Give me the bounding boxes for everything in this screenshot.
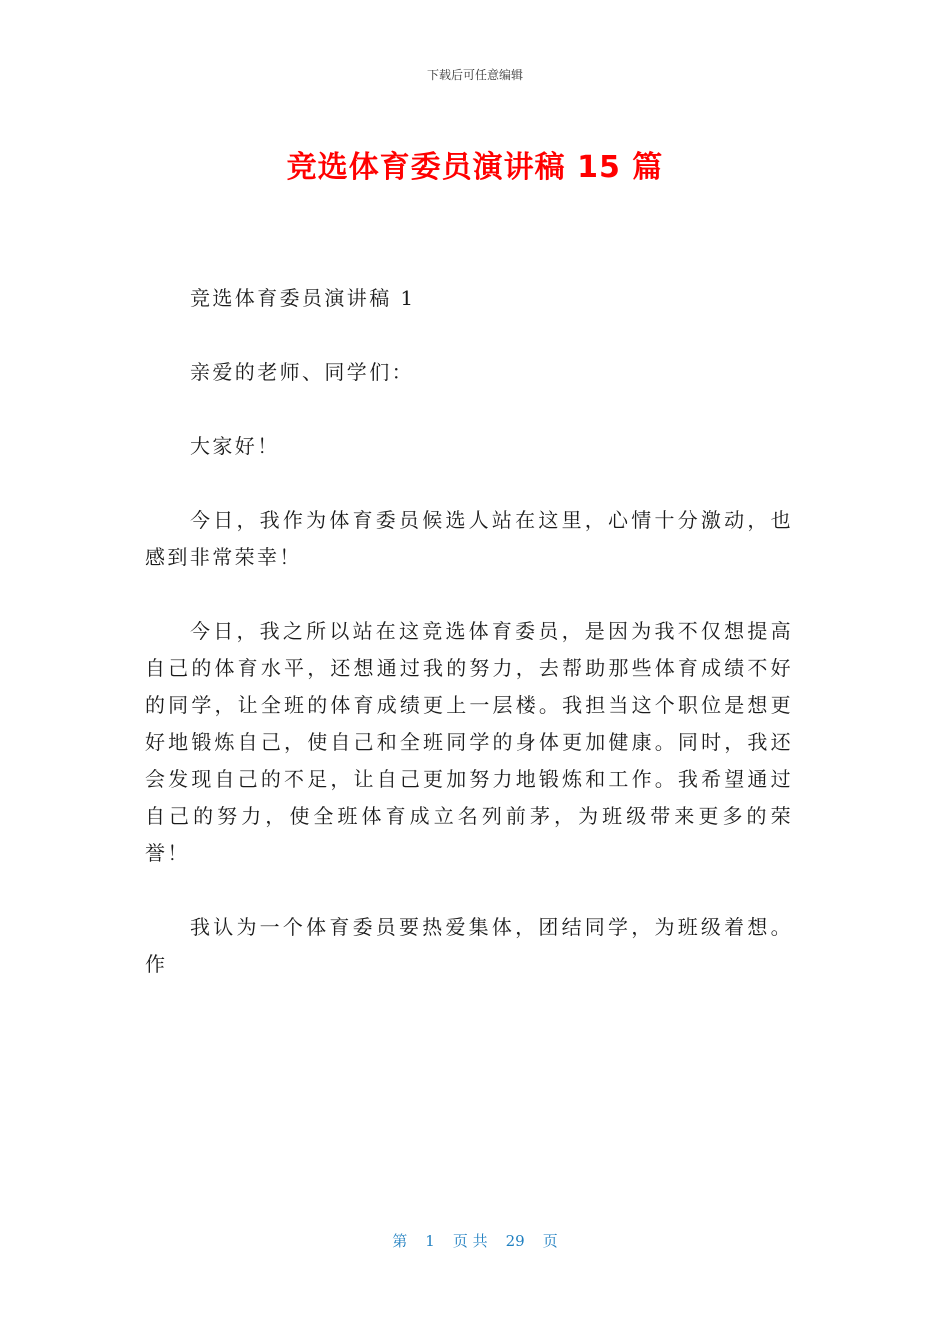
paragraph-duty: 我认为一个体育委员要热爱集体，团结同学，为班级着想。作 — [145, 915, 793, 976]
footer-page-suffix: 页 — [542, 1232, 558, 1250]
footer-page-prefix: 第 — [392, 1232, 408, 1250]
salutation: 亲爱的老师、同学们： — [190, 360, 414, 384]
document-body — [145, 280, 793, 1020]
section-heading: 竞选体育委员演讲稿 1 — [190, 286, 416, 310]
footer-total-pages: 29 — [505, 1232, 525, 1250]
page-footer — [0, 1230, 950, 1251]
document-title: 竞选体育委员演讲稿 15 篇 — [286, 150, 664, 185]
header-note: 下载后可任意编辑 — [426, 68, 523, 82]
footer-page-mid: 页 共 — [452, 1232, 488, 1250]
greeting: 大家好！ — [190, 434, 280, 458]
paragraph-intro: 今日，我作为体育委员候选人站在这里，心情十分激动，也感到非常荣幸！ — [145, 508, 793, 569]
paragraph-reason: 今日，我之所以站在这竞选体育委员，是因为我不仅想提高自己的体育水平，还想通过我的努力，去帮助那些体育成绩不好的同学，让全班的体育成绩更上一层楼。我担当这个职位是想更好地锻炼自己，使自己和全班同学的身体更加健康。同时，我还会发现自己的不足，让自己更加努力地锻炼和工作。我希望通过自己的努力，使全班体育成立名列前茅，为班级带来更多的荣誉！ — [145, 619, 793, 865]
footer-page-number: 1 — [425, 1232, 435, 1250]
